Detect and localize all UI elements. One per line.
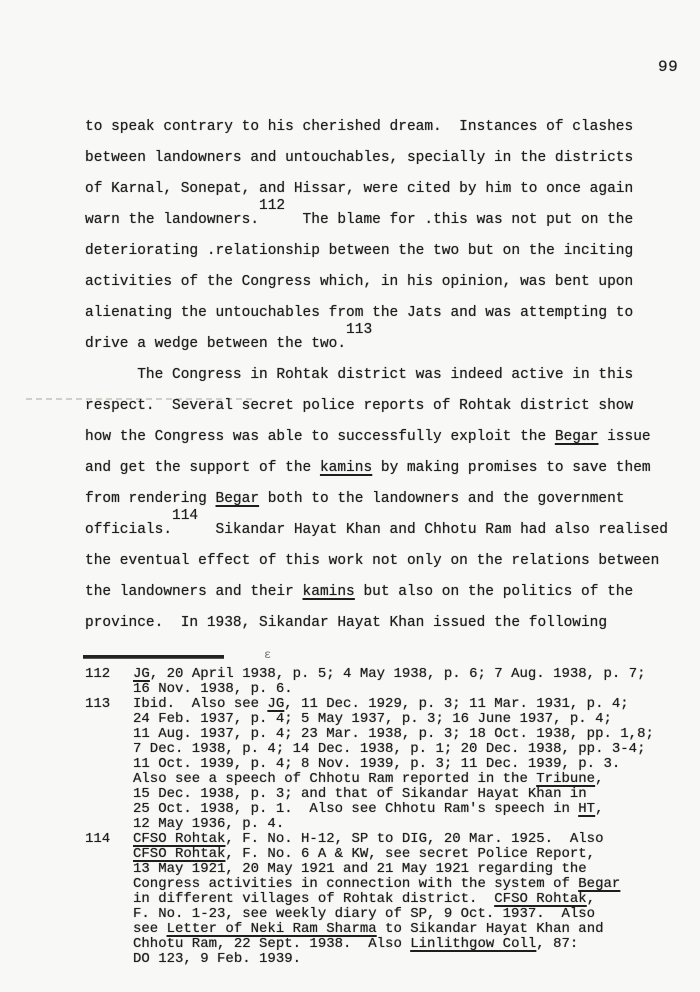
footnote-line bbox=[133, 952, 620, 967]
underlined-term: CFSO Rohtak bbox=[133, 846, 226, 862]
footnote-text bbox=[133, 832, 620, 967]
text-segment: , 20 April 1938, p. 5; 4 May 1938, p. 6; 7 Aug. 1938, p. 7; bbox=[149, 666, 646, 682]
text-segment: respect. Several secret police reports of Rohtak district show bbox=[85, 398, 634, 414]
stray-mark: ε bbox=[264, 648, 272, 662]
text-segment: of Karnal, Sonepat, and Hissar, were cited by him to once again bbox=[85, 181, 634, 197]
body-line bbox=[85, 236, 697, 267]
footnote-number: 114 bbox=[85, 831, 111, 847]
footnote-number: 112 bbox=[85, 666, 111, 682]
text-segment: drive a wedge between the two. bbox=[85, 336, 347, 352]
text-segment: to speak contrary to his cherished dream. Instances of clashes bbox=[85, 119, 634, 135]
footnote-line bbox=[133, 892, 620, 907]
text-segment: from rendering bbox=[85, 491, 216, 507]
body-line bbox=[85, 198, 697, 236]
text-segment: the landowners and their bbox=[85, 584, 303, 600]
body-line bbox=[85, 546, 697, 577]
text-segment: 7 Dec. 1938, p. 4; 14 Dec. 1938, p. 1; 20 Dec. 1938, pp. 3-4; bbox=[133, 741, 646, 757]
underlined-term: CFSO Rohtak bbox=[494, 891, 587, 907]
body-line bbox=[85, 322, 697, 360]
text-segment: , bbox=[595, 771, 604, 787]
footnote-text bbox=[133, 697, 654, 832]
footnote-line bbox=[133, 832, 620, 847]
footnote-line bbox=[133, 742, 654, 757]
footnote-line bbox=[133, 922, 620, 937]
underlined-term: HT bbox=[578, 801, 596, 817]
footnote-line bbox=[133, 877, 620, 892]
underlined-term: JG bbox=[133, 666, 150, 682]
text-segment: DO 123, 9 Feb. 1939. bbox=[133, 951, 302, 967]
body-line bbox=[85, 360, 697, 391]
text-segment: alienating the untouchables from the Jats and was attempting to bbox=[85, 305, 634, 321]
footnote-ref: 114 bbox=[172, 508, 199, 524]
footnote-line bbox=[133, 772, 654, 787]
text-segment: deteriorating .relationship between the two but on the inciting bbox=[85, 243, 634, 259]
body-line bbox=[85, 453, 697, 484]
footnote-line bbox=[133, 667, 646, 682]
text-segment: to Sikandar Hayat Khan and bbox=[376, 921, 604, 937]
footnote-separator bbox=[83, 655, 224, 659]
text-segment: by making promises to save them bbox=[372, 460, 651, 476]
underlined-term: Begar bbox=[554, 429, 599, 445]
text-segment: Also see a speech of Chhotu Ram reported in the bbox=[133, 771, 537, 787]
text-segment: in different villages of Rohtak district. bbox=[133, 891, 495, 907]
footnote-line bbox=[133, 787, 654, 802]
text-segment: 15 Dec. 1938, p. 3; and that of Sikandar Hayat Khan in bbox=[133, 786, 587, 802]
body-line bbox=[85, 508, 697, 546]
underlined-term: CFSO Rohtak bbox=[133, 831, 226, 847]
body-line bbox=[85, 577, 697, 608]
text-segment: 12 May 1936, p. 4. bbox=[133, 816, 285, 832]
footnote-ref: 113 bbox=[346, 322, 373, 338]
underlined-term: Tribune bbox=[536, 771, 596, 787]
text-segment: Ibid. Also see bbox=[133, 696, 268, 712]
footnote-113 bbox=[85, 697, 697, 832]
footnote-line bbox=[133, 862, 620, 877]
text-segment: Sikandar Hayat Khan and Chhotu Ram had also realised bbox=[198, 522, 669, 538]
footnote-line bbox=[133, 727, 654, 742]
text-segment: and get the support of the bbox=[85, 460, 320, 476]
body-line bbox=[85, 298, 697, 329]
footnote-112 bbox=[85, 667, 697, 697]
page-number: 99 bbox=[658, 58, 679, 76]
text-segment: officials. bbox=[85, 522, 173, 538]
text-segment: issue bbox=[598, 429, 651, 445]
footnote-text bbox=[133, 667, 646, 697]
text-segment: between landowners and untouchables, specially in the districts bbox=[85, 150, 634, 166]
text-segment: but also on the politics of the bbox=[354, 584, 634, 600]
text-segment: province. In 1938, Sikandar Hayat Khan issued the following bbox=[85, 615, 608, 631]
footnote-ref: 112 bbox=[259, 198, 286, 214]
text-segment: how the Congress was able to successfully exploit the bbox=[85, 429, 555, 445]
text-segment: the eventual effect of this work not only on the relations between bbox=[85, 553, 660, 569]
text-segment: 24 Feb. 1937, p. 4; 5 May 1937, p. 3; 16 June 1937, p. 4; bbox=[133, 711, 612, 727]
text-segment: Congress activities in connection with the system of bbox=[133, 876, 579, 892]
footnote-line bbox=[133, 757, 654, 772]
body-line bbox=[85, 112, 697, 143]
underlined-term: Linlithgow Coll bbox=[410, 936, 537, 952]
underlined-term: Begar bbox=[215, 491, 260, 507]
text-segment: see bbox=[133, 921, 167, 937]
text-segment: , F. No. 6 A & KW, see secret Police Report, bbox=[225, 846, 596, 862]
body-line bbox=[85, 143, 697, 174]
underlined-term: kamins bbox=[302, 584, 355, 600]
text-segment: The Congress in Rohtak district was indeed active in this bbox=[85, 367, 634, 383]
body-line bbox=[85, 608, 697, 639]
footnote-line bbox=[133, 712, 654, 727]
footnote-line bbox=[133, 682, 646, 697]
text-segment: 25 Oct. 1938, p. 1. Also see Chhotu Ram's speech in bbox=[133, 801, 579, 817]
footnote-line bbox=[133, 817, 654, 832]
text-segment: activities of the Congress which, in his opinion, was bent upon bbox=[85, 274, 634, 290]
text-segment: , 87: bbox=[536, 936, 579, 952]
text-segment: , F. No. H-12, SP to DIG, 20 Mar. 1925. Also bbox=[225, 831, 604, 847]
body-line bbox=[85, 267, 697, 298]
footnotes bbox=[85, 667, 697, 967]
text-segment: warn the landowners. bbox=[85, 212, 260, 228]
body-line bbox=[85, 391, 697, 422]
underlined-term: JG bbox=[267, 696, 285, 712]
footnote-number: 113 bbox=[85, 696, 111, 712]
body-text bbox=[85, 112, 697, 639]
footnote-line bbox=[133, 847, 620, 862]
body-line bbox=[85, 174, 697, 205]
text-segment: Chhotu Ram, 22 Sept. 1938. Also bbox=[133, 936, 411, 952]
footnote-line bbox=[133, 937, 620, 952]
underlined-term: kamins bbox=[319, 460, 373, 476]
text-segment: both to the landowners and the government bbox=[259, 491, 625, 507]
footnote-line bbox=[133, 907, 620, 922]
text-segment: F. No. 1-23, see weekly diary of SP, 9 Oct. 1937. Also bbox=[133, 906, 596, 922]
text-segment: 11 Aug. 1937, p. 4; 23 Mar. 1938, p. 3; 18 Oct. 1938, pp. 1,8; bbox=[133, 726, 654, 742]
text-segment: , bbox=[595, 801, 604, 817]
body-line bbox=[85, 422, 697, 453]
underlined-term: Letter of Neki Ram Sharma bbox=[166, 921, 377, 937]
footnote-line bbox=[133, 802, 654, 817]
footnote-114 bbox=[85, 832, 697, 967]
text-segment: , 11 Dec. 1929, p. 3; 11 Mar. 1931, p. 4; bbox=[284, 696, 629, 712]
text-segment: , bbox=[586, 891, 596, 907]
text-segment: 16 Nov. 1938, p. 6. bbox=[133, 681, 293, 697]
text-segment: The blame for .this was not put on the bbox=[285, 212, 634, 228]
underlined-term: Begar bbox=[578, 876, 621, 892]
text-segment: 13 May 1921, 20 May 1921 and 21 May 1921 regarding the bbox=[133, 861, 587, 877]
footnote-line bbox=[133, 697, 654, 712]
text-segment: 11 Oct. 1939, p. 4; 8 Nov. 1939, p. 3; 11 Dec. 1939, p. 3. bbox=[133, 756, 621, 772]
